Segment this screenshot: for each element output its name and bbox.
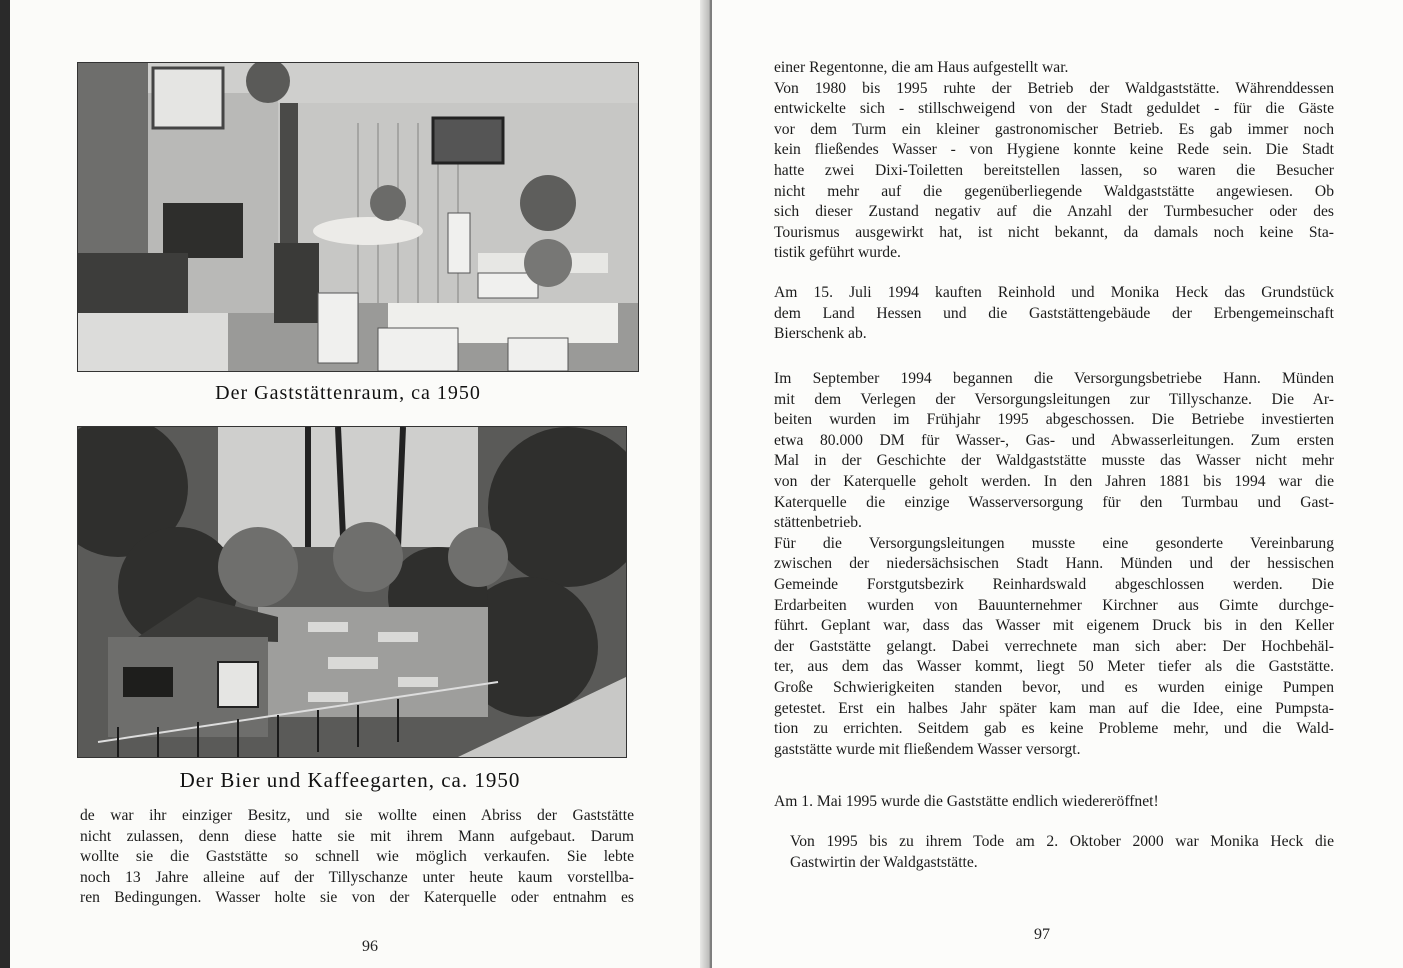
paragraph-1	[774, 58, 1334, 264]
text-line: zwischen der niedersächsischen Stadt Hann. Münden und der hessischen	[774, 555, 1334, 573]
left-page	[10, 0, 710, 968]
text-line: von der Katerquelle geholt werden. In den Jahren 1881 bis 1994 war die	[774, 472, 1334, 490]
right-page	[712, 0, 1403, 968]
text-line: der Gaststätte gelangt. Dabei verrechnete man sich aber: Der Hochbehäl-	[774, 637, 1334, 655]
beer-garden-image	[78, 427, 626, 757]
dining-room-image	[78, 63, 638, 371]
text-line: Erdarbeiten wurden von Bauunternehmer Kirchner aus Gimte durchge-	[774, 596, 1334, 614]
left-body-text	[80, 806, 634, 909]
text-line: entwickelte sich - stillschweigend von der Stadt geduldet - für die Gäste	[774, 100, 1334, 118]
text-line: Mal in der Geschichte der Waldgaststätte musste das Wasser nicht mehr	[774, 452, 1334, 470]
text-line: Bierschenk ab.	[774, 325, 867, 343]
text-line: vor dem Turm ein kleiner gastronomischer Betrieb. Es gab immer noch	[774, 120, 1334, 138]
text-line: Am 15. Juli 1994 kauften Reinhold und Monika Heck das Grundstück	[774, 284, 1334, 301]
photo-beer-garden	[77, 426, 627, 758]
text-line: sich dieser Zustand negativ auf die Anzahl der Turmbesucher oder des	[774, 203, 1334, 221]
text-line: kein fließendes Wasser - von Hygiene konnte keine Rede sein. Die Stadt	[774, 141, 1334, 159]
text-line: nicht zulassen, denn diese hatte sie mit ihrem Mann aufgebaut. Darum	[80, 827, 634, 845]
text-line: hatte zwei Dixi-Toiletten bereitstellen lassen, so waren die Besucher	[774, 161, 1334, 179]
text-line: stättenbetrieb.	[774, 514, 862, 532]
text-line: dem Land Hessen und die Gaststättengebäude der Erbengemeinschaft	[774, 304, 1334, 322]
text-line: Im September 1994 begannen die Versorgungsbetriebe Hann. Münden	[774, 370, 1334, 387]
text-line: mit dem Verlegen der Versorgungsleitungen zur Tillyschanze. Die Ar-	[774, 390, 1334, 408]
text-line: ter, aus dem das Wasser kommt, liegt 50 Meter tiefer als die Gaststätte.	[774, 658, 1334, 676]
text-line: führt. Geplant war, dass das Wasser mit eigenem Druck bis in den Keller	[774, 617, 1334, 635]
scan-edge	[0, 0, 10, 968]
photo2-caption: Der Bier und Kaffeegarten, ca. 1950	[179, 768, 521, 792]
text-line: wollte sie die Gaststätte so schnell wie möglich verkaufen. Sie lebte	[80, 848, 634, 866]
text-line: Gastwirtin der Waldgaststätte.	[790, 853, 978, 871]
text-line: einer Regentonne, die am Haus aufgestellt war.	[774, 59, 1069, 76]
paragraph-2	[774, 283, 1334, 345]
text-line: Für die Versorgungsleitungen musste eine gesonderte Vereinbarung	[774, 534, 1334, 552]
text-line: etwa 80.000 DM für Wasser-, Gas- und Abwasserleitungen. Zum ersten	[774, 431, 1334, 449]
text-line: Gemeinde Forstgutsbezirk Reinhardswald abgeschlossen werden. Die	[774, 575, 1334, 593]
text-line: getestet. Erst ein halbes Jahr später kam man auf die Idee, eine Pumpsta-	[774, 699, 1334, 717]
text-line: Tourismus ausgewirkt hat, ist nicht bekannt, da damals noch keine Sta-	[774, 223, 1334, 241]
text-line: gaststätte wurde mit fließendem Wasser versorgt.	[774, 740, 1081, 758]
text-line: Von 1995 bis zu ihrem Tode am 2. Oktober 2000 war Monika Heck die	[790, 833, 1334, 850]
text-line: de war ihr einziger Besitz, und sie wollte einen Abriss der Gaststätte	[80, 807, 634, 824]
text-line: ren Bedingungen. Wasser holte sie von der Katerquelle oder entnahm es	[80, 889, 634, 907]
text-line: Von 1980 bis 1995 ruhte der Betrieb der Waldgaststätte. Währenddessen	[774, 79, 1334, 97]
text-line: tion zu errichten. Seitdem gab es keine Probleme mehr, und die Wald-	[774, 720, 1334, 738]
text-line: nicht mehr auf die gegenüberliegende Waldgaststätte angewiesen. Ob	[774, 182, 1334, 200]
text-line: Katerquelle die einzige Wasserversorgung für den Turmbau und Gast-	[774, 493, 1334, 511]
paragraph-5	[790, 832, 1334, 873]
text-line: beiten wurden im Frühjahr 1995 abgeschossen. Die Betriebe investierten	[774, 411, 1334, 429]
photo-dining-room	[77, 62, 639, 372]
paragraph-3	[774, 369, 1334, 760]
text-line: noch 13 Jahre alleine auf der Tillyschanze unter heute kaum vorstellba-	[80, 868, 634, 886]
page-number-left: 96	[362, 938, 378, 955]
photo1-caption: Der Gaststättenraum, ca 1950	[215, 382, 481, 404]
text-line: tistik geführt wurde.	[774, 244, 901, 262]
page-number-right: 97	[1034, 926, 1050, 943]
paragraph-4	[774, 792, 1334, 813]
text-line: Am 1. Mai 1995 wurde die Gaststätte endlich wiedereröffnet!	[774, 793, 1159, 810]
text-line: Große Schwierigkeiten standen bevor, und es wurden einige Pumpen	[774, 678, 1334, 696]
